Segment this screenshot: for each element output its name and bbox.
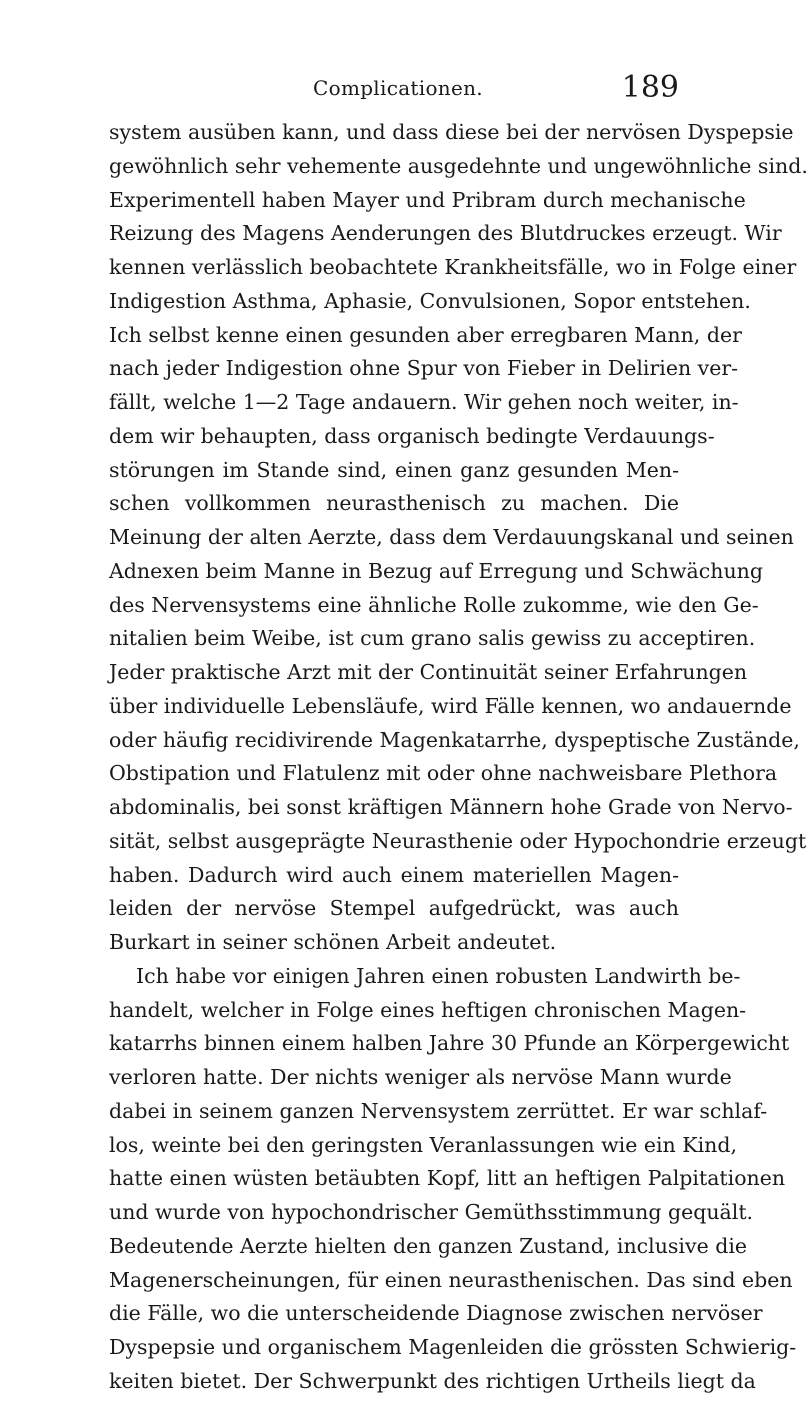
text-line: haben. Dadurch wird auch einem materiellen Magen- [109, 862, 679, 887]
text-line: abdominalis, bei sonst kräftigen Männern hohe Grade von Nervo- [109, 795, 793, 819]
text-line: leiden der nervöse Stempel aufgedrückt, was auch [109, 896, 679, 921]
text-line: schen vollkommen neurasthenisch zu machen. Die [109, 491, 679, 516]
text-line: katarrhs binnen einem halben Jahre 30 Pfunde an Körpergewicht [109, 1031, 790, 1056]
text-line: dem wir behaupten, dass organisch bedingte Verdauungs- [109, 423, 715, 448]
body-text [109, 116, 808, 1399]
text-line: und wurde von hypochondrischer Gemüthsstimmung gequält. [109, 1200, 754, 1224]
text-line: Reizung des Magens Aenderungen des Blutdruckes erzeugt. Wir [109, 221, 782, 246]
text-line: Ich selbst kenne einen gesunden aber erregbaren Mann, der [109, 322, 742, 347]
text-line: verloren hatte. Der nichts weniger als nervöse Mann wurde [109, 1065, 732, 1089]
text-line: Obstipation und Flatulenz mit oder ohne nachweisbare Plethora [109, 761, 778, 786]
text-line: Ich habe vor einigen Jahren einen robusten Landwirth be- [136, 963, 741, 988]
text-line: handelt, welcher in Folge eines heftigen chronischen Magen- [109, 997, 747, 1022]
text-line: über individuelle Lebensläufe, wird Fälle kennen, wo andauernde [109, 693, 792, 718]
text-line: Dyspepsie und organischem Magenleiden die grössten Schwierig- [109, 1335, 797, 1359]
text-line: Experimentell haben Mayer und Pribram durch mechanische [109, 187, 746, 212]
text-line: nach jeder Indigestion ohne Spur von Fieber in Delirien ver- [109, 356, 739, 381]
text-line: oder häufig recidivirende Magenkatarrhe, dyspeptische Zustände, [109, 727, 800, 752]
text-line: Jeder praktische Arzt mit der Continuität seiner Erfahrungen [109, 660, 748, 684]
text-line: Indigestion Asthma, Aphasie, Convulsionen, Sopor entstehen. [109, 288, 751, 313]
text-line: störungen im Stande sind, einen ganz gesunden Men- [109, 457, 679, 482]
text-line: Meinung der alten Aerzte, dass dem Verdauungskanal und seinen [109, 525, 794, 549]
text-line: Burkart in seiner schönen Arbeit andeutet. [109, 930, 557, 954]
text-line: hatte einen wüsten betäubten Kopf, litt an heftigen Palpitationen [109, 1166, 786, 1191]
text-line: sität, selbst ausgeprägte Neurasthenie oder Hypochondrie erzeugt [109, 828, 807, 853]
text-line: los, weinte bei den geringsten Veranlassungen wie ein Kind, [109, 1132, 737, 1157]
text-line: keiten bietet. Der Schwerpunkt des richtigen Urtheils liegt da [109, 1368, 756, 1393]
running-title: Complicationen. [313, 76, 483, 100]
text-line: system ausüben kann, und dass diese bei der nervösen Dyspepsie [109, 120, 794, 144]
text-line: des Nervensystems eine ähnliche Rolle zukomme, wie den Ge- [109, 592, 759, 617]
text-line: dabei in seinem ganzen Nervensystem zerrüttet. Er war schlaf- [109, 1098, 768, 1123]
text-line: die Fälle, wo die unterscheidende Diagnose zwischen nervöser [109, 1301, 763, 1326]
running-head [109, 72, 679, 108]
text-line: Magenerscheinungen, für einen neurasthenischen. Das sind eben [109, 1267, 793, 1292]
text-line: nitalien beim Weibe, ist cum grano salis gewiss zu acceptiren. [109, 626, 756, 651]
text-line: Bedeutende Aerzte hielten den ganzen Zustand, inclusive die [109, 1233, 748, 1258]
text-line: fällt, welche 1—2 Tage andauern. Wir gehen noch weiter, in- [109, 390, 739, 414]
page-number: 189 [621, 70, 679, 105]
text-line: Adnexen beim Manne in Bezug auf Erregung und Schwächung [109, 558, 763, 583]
text-line: kennen verlässlich beobachtete Krankheitsfälle, wo in Folge einer [109, 255, 797, 279]
text-line: gewöhnlich sehr vehemente ausgedehnte und ungewöhnliche sind. [109, 153, 808, 178]
